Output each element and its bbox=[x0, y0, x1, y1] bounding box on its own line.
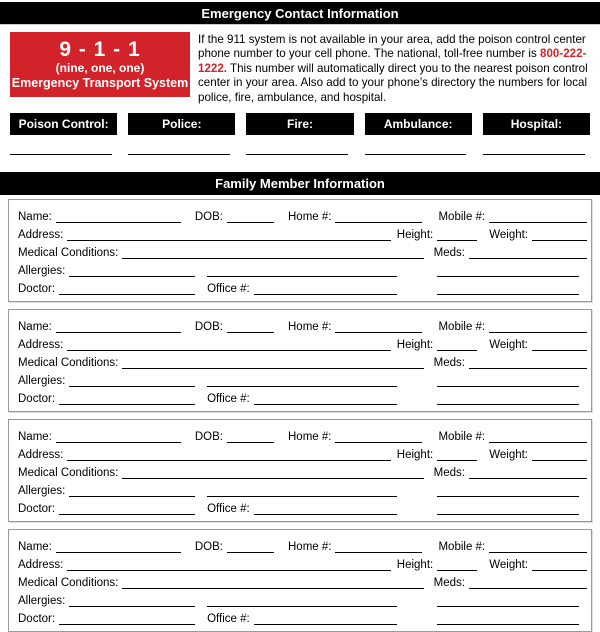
member-row-doctor bbox=[18, 387, 587, 405]
contact-column-poison-control bbox=[10, 113, 117, 155]
name-line bbox=[56, 540, 181, 553]
member-row-allergies bbox=[18, 479, 587, 497]
contact-line-ambulance bbox=[365, 154, 467, 155]
medical-conditions-line bbox=[122, 356, 423, 369]
member-row-address bbox=[18, 443, 587, 461]
mobile-number-line bbox=[489, 540, 587, 553]
page bbox=[0, 2, 600, 632]
weight-line bbox=[532, 228, 587, 241]
member-block bbox=[8, 199, 592, 302]
home-number-line bbox=[335, 210, 422, 223]
member-row-doctor bbox=[18, 277, 587, 295]
weight-line bbox=[532, 338, 587, 351]
member-row-address bbox=[18, 553, 587, 571]
meds-continuation-line bbox=[437, 594, 579, 607]
dob-line bbox=[227, 320, 274, 333]
contact-column-police bbox=[128, 113, 235, 155]
contact-label-hospital: Hospital: bbox=[483, 113, 590, 135]
contact-label-police: Police: bbox=[128, 113, 235, 135]
contact-label-fire: Fire: bbox=[246, 113, 353, 135]
instructions-paragraph bbox=[198, 32, 590, 105]
member-row-doctor bbox=[18, 497, 587, 515]
name-label: Name: bbox=[18, 541, 52, 554]
family-header-title: Family Member Information bbox=[215, 176, 385, 192]
contact-label-poison-control: Poison Control: bbox=[10, 113, 117, 135]
height-line bbox=[437, 338, 477, 351]
instructions-text-before: If the 911 system is not available in your area, add the poison control center phone number to your cell phone. The national, toll-free number is bbox=[198, 33, 586, 61]
mobile-number-label: Mobile #: bbox=[438, 541, 486, 554]
contact-line-poison-control bbox=[10, 154, 112, 155]
home-number-line bbox=[335, 320, 422, 333]
meds-label: Meds: bbox=[433, 577, 465, 590]
contact-label-ambulance: Ambulance: bbox=[365, 113, 472, 135]
member-row-medical bbox=[18, 571, 587, 589]
medical-conditions-label: Medical Conditions: bbox=[18, 577, 119, 590]
mobile-number-line bbox=[489, 430, 587, 443]
office-number-label: Office #: bbox=[207, 503, 250, 516]
intro-section bbox=[10, 32, 590, 105]
name-label: Name: bbox=[18, 321, 52, 334]
member-row-allergies bbox=[18, 589, 587, 607]
member-row-medical bbox=[18, 241, 587, 259]
meds-continuation-line bbox=[437, 264, 579, 277]
doctor-label: Doctor: bbox=[18, 503, 56, 516]
dob-line bbox=[227, 210, 274, 223]
weight-label: Weight: bbox=[489, 229, 528, 242]
family-members-list bbox=[8, 199, 592, 632]
meds-label: Meds: bbox=[433, 247, 465, 260]
doctor-line bbox=[59, 282, 195, 295]
member-row-name bbox=[18, 315, 587, 333]
height-line bbox=[437, 228, 477, 241]
meds-line bbox=[469, 576, 587, 589]
address-line bbox=[67, 558, 390, 571]
meds-continuation-line bbox=[437, 374, 579, 387]
office-number-line bbox=[254, 502, 397, 515]
emergency-number-words: (nine, one, one) bbox=[55, 61, 145, 75]
member-row-name bbox=[18, 425, 587, 443]
home-number-label: Home #: bbox=[288, 321, 332, 334]
height-line bbox=[437, 448, 477, 461]
name-line bbox=[56, 430, 181, 443]
emergency-header-bar bbox=[0, 2, 600, 25]
name-label: Name: bbox=[18, 431, 52, 444]
member-row-allergies bbox=[18, 259, 587, 277]
mobile-number-line bbox=[489, 210, 587, 223]
doctor-line bbox=[59, 612, 195, 625]
meds-line bbox=[469, 356, 587, 369]
office-number-line bbox=[254, 392, 397, 405]
address-line bbox=[67, 448, 390, 461]
doctor-label: Doctor: bbox=[18, 283, 56, 296]
meds-continuation-line-2 bbox=[437, 282, 579, 295]
name-label: Name: bbox=[18, 211, 52, 224]
home-number-line bbox=[335, 540, 422, 553]
allergies-line bbox=[69, 594, 195, 607]
meds-continuation-line-2 bbox=[437, 392, 579, 405]
meds-continuation-line bbox=[437, 484, 579, 497]
allergies-label: Allergies: bbox=[18, 485, 66, 498]
member-row-address bbox=[18, 333, 587, 351]
name-line bbox=[56, 320, 181, 333]
office-number-label: Office #: bbox=[207, 613, 250, 626]
member-block bbox=[8, 419, 592, 522]
allergies-label: Allergies: bbox=[18, 375, 66, 388]
medical-conditions-label: Medical Conditions: bbox=[18, 247, 119, 260]
height-line bbox=[437, 558, 477, 571]
medical-conditions-label: Medical Conditions: bbox=[18, 357, 119, 370]
office-number-line bbox=[254, 612, 397, 625]
mobile-number-label: Mobile #: bbox=[438, 211, 486, 224]
instructions-text-after: This number will automatically direct you to the nearest poison control center in your area. Also add to your phone’s directory the numbers for local police, fire, ambulance, and hospital. bbox=[198, 61, 588, 104]
medical-conditions-line bbox=[122, 466, 423, 479]
allergies-line bbox=[69, 374, 195, 387]
height-label: Height: bbox=[396, 559, 434, 572]
meds-continuation-line-2 bbox=[437, 502, 579, 515]
office-number-label: Office #: bbox=[207, 283, 250, 296]
address-label: Address: bbox=[18, 229, 64, 242]
medical-conditions-line bbox=[122, 246, 423, 259]
mobile-number-label: Mobile #: bbox=[438, 431, 486, 444]
mobile-number-line bbox=[489, 320, 587, 333]
member-block bbox=[8, 529, 592, 632]
contact-column-hospital bbox=[483, 113, 590, 155]
allergies-label: Allergies: bbox=[18, 595, 66, 608]
home-number-line bbox=[335, 430, 422, 443]
dob-label: DOB: bbox=[194, 431, 223, 444]
address-label: Address: bbox=[18, 339, 64, 352]
weight-label: Weight: bbox=[489, 559, 528, 572]
weight-label: Weight: bbox=[489, 449, 528, 462]
family-header-bar bbox=[0, 172, 600, 195]
address-line bbox=[67, 338, 390, 351]
dob-label: DOB: bbox=[194, 211, 223, 224]
doctor-line bbox=[59, 502, 195, 515]
allergies-continuation-line bbox=[207, 484, 397, 497]
office-number-line bbox=[254, 282, 397, 295]
emergency-contacts-row bbox=[10, 113, 590, 155]
emergency-911-box bbox=[10, 32, 190, 97]
member-block bbox=[8, 309, 592, 412]
medical-conditions-line bbox=[122, 576, 423, 589]
dob-line bbox=[227, 430, 274, 443]
member-row-medical bbox=[18, 351, 587, 369]
contact-line-hospital bbox=[483, 154, 585, 155]
office-number-label: Office #: bbox=[207, 393, 250, 406]
medical-conditions-label: Medical Conditions: bbox=[18, 467, 119, 480]
address-label: Address: bbox=[18, 559, 64, 572]
allergies-continuation-line bbox=[207, 264, 397, 277]
allergies-label: Allergies: bbox=[18, 265, 66, 278]
emergency-header-title: Emergency Contact Information bbox=[201, 6, 399, 21]
contact-column-ambulance bbox=[365, 113, 472, 155]
mobile-number-label: Mobile #: bbox=[438, 321, 486, 334]
dob-label: DOB: bbox=[194, 541, 223, 554]
allergies-continuation-line bbox=[207, 374, 397, 387]
weight-label: Weight: bbox=[489, 339, 528, 352]
allergies-continuation-line bbox=[207, 594, 397, 607]
meds-line bbox=[469, 246, 587, 259]
emergency-number: 9 - 1 - 1 bbox=[59, 38, 141, 61]
height-label: Height: bbox=[396, 229, 434, 242]
poison-control-phone-number: 800-222-1222. bbox=[198, 47, 587, 75]
meds-line bbox=[469, 466, 587, 479]
height-label: Height: bbox=[396, 339, 434, 352]
member-row-address bbox=[18, 223, 587, 241]
height-label: Height: bbox=[396, 449, 434, 462]
doctor-line bbox=[59, 392, 195, 405]
home-number-label: Home #: bbox=[288, 431, 332, 444]
contact-line-fire bbox=[246, 154, 348, 155]
member-row-medical bbox=[18, 461, 587, 479]
contact-column-fire bbox=[246, 113, 353, 155]
doctor-label: Doctor: bbox=[18, 393, 56, 406]
meds-continuation-line-2 bbox=[437, 612, 579, 625]
member-row-name bbox=[18, 535, 587, 553]
home-number-label: Home #: bbox=[288, 211, 332, 224]
contact-line-police bbox=[128, 154, 230, 155]
meds-label: Meds: bbox=[433, 357, 465, 370]
weight-line bbox=[532, 558, 587, 571]
address-label: Address: bbox=[18, 449, 64, 462]
doctor-label: Doctor: bbox=[18, 613, 56, 626]
dob-line bbox=[227, 540, 274, 553]
member-row-doctor bbox=[18, 607, 587, 625]
allergies-line bbox=[69, 484, 195, 497]
emergency-transport-label: Emergency Transport System bbox=[11, 76, 189, 90]
home-number-label: Home #: bbox=[288, 541, 332, 554]
weight-line bbox=[532, 448, 587, 461]
meds-label: Meds: bbox=[433, 467, 465, 480]
member-row-allergies bbox=[18, 369, 587, 387]
allergies-line bbox=[69, 264, 195, 277]
address-line bbox=[67, 228, 390, 241]
dob-label: DOB: bbox=[194, 321, 223, 334]
member-row-name bbox=[18, 205, 587, 223]
name-line bbox=[56, 210, 181, 223]
